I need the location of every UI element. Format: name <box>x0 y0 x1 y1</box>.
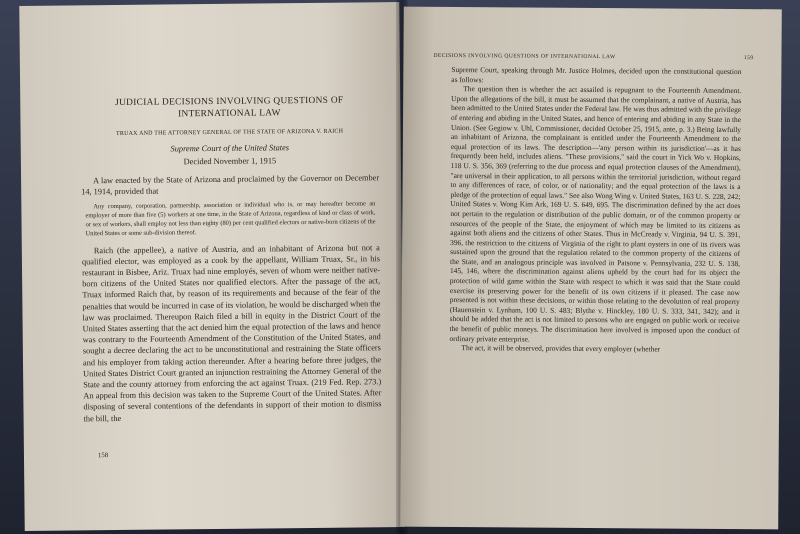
court-name: Supreme Court of the United States <box>170 143 290 154</box>
right-page-content <box>449 65 741 355</box>
page-number-right: 159 <box>743 55 754 62</box>
running-head-title: DECISIONS INVOLVING QUESTIONS OF INTERNATIONAL LAW <box>433 52 616 61</box>
case-body-paragraph: Raich (the appellee), a native of Austria, and an inhabitant of Arizona but not a qualified elector, was employed as a cook by the appellant, William Truax, Sr., in his restaurant in Bisbee, Ariz. Truax had nine employés, seven of whom were neither native-born citizens of the United States nor qualified electors. After the passage of the act, Truax informed Raich that, by reason of its requirements and because of the fear of the penalties that would be incurred in case of its violation, he would be discharged when the law was proclaimed. Thereupon Raich filed a bill in equity in the District Court of the United States asserting that the act denied him the equal protection of the laws and hence was contrary to the Fourteenth Amendment of the Constitution of the United States, and sought a decree declaring the act to be unconstitutional and restraining the State officers and his employer from taking action thereunder. After a hearing before three judges, the United States District Court granted an injunction restraining the Attorney General of the State and the county attorney from enforcing the act against Truax. (219 Fed. Rep. 273.) An appeal from this decision was taken to the Supreme Court of the United States. After disposing of several contentions of the defendants in support of their motion to dismiss the bill, the <box>81 242 382 423</box>
opinion-intro-paragraph: Supreme Court, speaking through Mr. Justice Holmes, decided upon the constitutional question as follows: <box>451 65 742 84</box>
left-page <box>19 2 404 531</box>
page-title: JUDICIAL DECISIONS INVOLVING QUESTIONS OF INTERNATIONAL LAW <box>115 95 344 120</box>
statute-quote: Any company, corporation, partnership, association or individual who is, or may hereafter become an employer of more than five (5) workers at one time, in the State of Arizona, regardless of kind or class of work, or sex of workers, shall employ not less than eighty (80) per cent qualified electors or native-born citizens of the United States or some sub-division thereof. <box>85 200 376 238</box>
right-page <box>400 7 782 530</box>
opinion-continuation-paragraph: The act, it will be observed, provides that every employer (whether <box>461 343 661 354</box>
decision-date: Decided November 1, 1915 <box>183 156 277 167</box>
case-title: TRUAX AND THE ATTORNEY GENERAL OF THE STATE OF ARIZONA V. RAICH <box>115 128 344 137</box>
opinion-main-paragraph: The question then is whether the act assailed is repugnant to the Fourteenth Amendment. Upon the allegations of the bill, it must be assumed that the complainant, a native of Austria, has been admitted to the United States under the Federal law. He was thus admitted with the privilege of entering and abiding in the United States, and hence of entering and abiding in any State in the Union. (See Gegiow v. Uhl, Commissioner, decided October 25, 1915, ante, p. 3.) Being lawfully an inhabitant of Arizona, the complainant is entitled under the Fourteenth Amendment to the equal protection of its laws. The description—'any person within its jurisdiction'—as it has frequently been held, includes aliens. "These provisions," said the court in Yick Wo v. Hopkins, 118 U. S. 356, 369 (referring to the due process and equal protection clauses of the Amendment), "are universal in their application, to all persons within the territorial jurisdiction, without regard to any differences of race, of color, or of nationality; and the equal protection of the laws is a pledge of the protection of equal laws." See also Wong Wing v. United States, 163 U. S. 228, 242; United States v. Wong Kim Ark, 169 U. S. 649, 695. The discrimination defined by the act does not pertain to the regulation or distribution of the public domain, or of the common property or resources of the people of the State, the enjoyment of which may be limited to its citizens as against both aliens and the citizens of other States. Thus in McCready v. Virginia, 94 U. S. 391, 396, the restriction to the citizens of Virginia of the right to plant oysters in one of its rivers was sustained upon the ground that the regulation related to the common property of the citizens of the State, and an analogous principle was involved in Patsone v. Pennsylvania, 232 U. S. 138, 145, 146, where the discrimination against aliens upheld by the court had for its object the protection of wild game within the State with respect to which it was said that the State could exercise its preserving power for the benefit of its own citizens if it pleased. The case now presented is not within these decisions, or within those relating to the devolution of real property (Hauenstein v. Lynham, 100 U. S. 483; Blythe v. Hinckley, 180 U. S. 333, 341, 342); and it should be added that the act is not limited to persons who are engaged on public work or receive the benefit of public moneys. The discrimination here involved is imposed upon the conduct of ordinary private enterprise. <box>449 84 742 344</box>
running-head <box>433 53 753 61</box>
page-number-left: 158 <box>97 452 109 460</box>
left-page-content <box>80 94 381 424</box>
intro-paragraph: A law enacted by the State of Arizona and proclaimed by the Governor on December 14, 1914, provided that <box>81 173 380 197</box>
